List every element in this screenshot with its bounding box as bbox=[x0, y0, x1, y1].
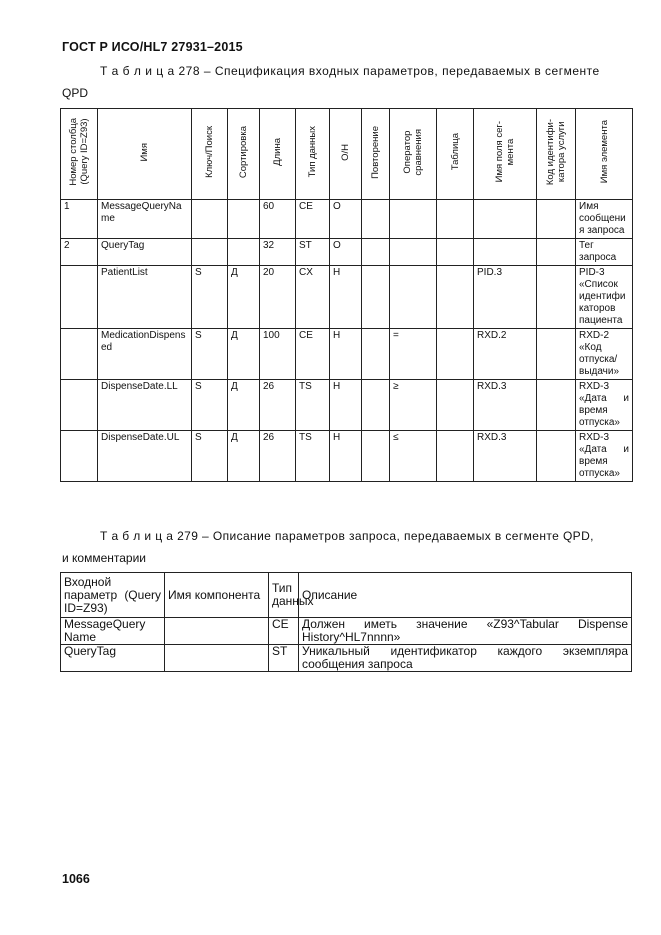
cell-segment-field: PID.3 bbox=[474, 266, 537, 329]
cell-name: PatientList bbox=[98, 266, 192, 329]
cell-table bbox=[437, 329, 474, 380]
cell-repeat bbox=[362, 239, 390, 266]
cell-sort: Д bbox=[228, 266, 260, 329]
col-header-service-code: Код идентифи- катора услуги bbox=[537, 109, 576, 200]
cell-service-code bbox=[537, 239, 576, 266]
cell-length: 26 bbox=[260, 431, 296, 482]
cell-length: 60 bbox=[260, 200, 296, 239]
cell-length: 26 bbox=[260, 380, 296, 431]
col-header-operator: Оператор сравнения bbox=[390, 109, 437, 200]
cell-type: TS bbox=[296, 380, 330, 431]
cell-element-name: RXD-2 «Код отпуска/выдачи» bbox=[576, 329, 633, 380]
cell-optionality: O bbox=[330, 200, 362, 239]
table-row bbox=[61, 645, 632, 672]
cell-number: 1 bbox=[61, 200, 98, 239]
cell-element-name: Имя сообщения запроса bbox=[576, 200, 633, 239]
col-header-table: Таблица bbox=[437, 109, 474, 200]
cell-name: MessageQueryName bbox=[98, 200, 192, 239]
cell-name: QueryTag bbox=[98, 239, 192, 266]
cell-input-param: QueryTag bbox=[61, 645, 165, 672]
cell-key: S bbox=[192, 329, 228, 380]
cell-number: 2 bbox=[61, 239, 98, 266]
cell-service-code bbox=[537, 431, 576, 482]
cell-operator bbox=[390, 239, 437, 266]
table-row bbox=[61, 329, 633, 380]
table-row bbox=[61, 239, 633, 266]
cell-repeat bbox=[362, 266, 390, 329]
cell-key bbox=[192, 239, 228, 266]
cell-description: Должен иметь значение «Z93^Tabular Dispense History^HL7nnnn» bbox=[299, 618, 632, 645]
cell-name: DispenseDate.UL bbox=[98, 431, 192, 482]
table-header-row bbox=[61, 109, 633, 200]
cell-number bbox=[61, 431, 98, 482]
cell-type: CE bbox=[296, 200, 330, 239]
cell-element-name: PID-3 «Список идентификаторов пациента bbox=[576, 266, 633, 329]
col-header-optionality: О/Н bbox=[330, 109, 362, 200]
cell-segment-field: RXD.3 bbox=[474, 380, 537, 431]
cell-operator bbox=[390, 266, 437, 329]
col-header-component: Имя компонента bbox=[165, 573, 269, 618]
cell-segment-field bbox=[474, 239, 537, 266]
col-header-length: Длина bbox=[260, 109, 296, 200]
cell-type: TS bbox=[296, 431, 330, 482]
cell-description: Уникальный идентификатор каждого экземпляра сообщения запроса bbox=[299, 645, 632, 672]
cell-optionality: Н bbox=[330, 329, 362, 380]
cell-sort: Д bbox=[228, 431, 260, 482]
cell-input-param: MessageQuery Name bbox=[61, 618, 165, 645]
table-row bbox=[61, 618, 632, 645]
cell-segment-field: RXD.2 bbox=[474, 329, 537, 380]
cell-number bbox=[61, 266, 98, 329]
cell-operator: = bbox=[390, 329, 437, 380]
col-header-key: Ключ/Поиск bbox=[192, 109, 228, 200]
cell-length: 20 bbox=[260, 266, 296, 329]
cell-data-type: ST bbox=[269, 645, 299, 672]
col-header-repeat: Повторение bbox=[362, 109, 390, 200]
col-header-input-param: Входной параметр (Query ID=Z93) bbox=[61, 573, 165, 618]
table-row bbox=[61, 380, 633, 431]
cell-sort: Д bbox=[228, 380, 260, 431]
page-number: 1066 bbox=[62, 872, 90, 886]
cell-element-name: Тег запроса bbox=[576, 239, 633, 266]
cell-key bbox=[192, 200, 228, 239]
cell-length: 100 bbox=[260, 329, 296, 380]
cell-segment-field: RXD.3 bbox=[474, 431, 537, 482]
cell-operator: ≥ bbox=[390, 380, 437, 431]
table-row bbox=[61, 431, 633, 482]
cell-length: 32 bbox=[260, 239, 296, 266]
cell-component bbox=[165, 618, 269, 645]
cell-segment-field bbox=[474, 200, 537, 239]
cell-table bbox=[437, 200, 474, 239]
cell-table bbox=[437, 380, 474, 431]
cell-service-code bbox=[537, 380, 576, 431]
col-header-data-type: Тип данных bbox=[269, 573, 299, 618]
cell-number bbox=[61, 380, 98, 431]
cell-repeat bbox=[362, 200, 390, 239]
cell-service-code bbox=[537, 266, 576, 329]
cell-repeat bbox=[362, 431, 390, 482]
cell-operator bbox=[390, 200, 437, 239]
col-header-name: Имя bbox=[98, 109, 192, 200]
cell-table bbox=[437, 431, 474, 482]
cell-sort: Д bbox=[228, 329, 260, 380]
col-header-segment-field: Имя поля сег- мента bbox=[474, 109, 537, 200]
col-header-sort: Сортировка bbox=[228, 109, 260, 200]
cell-key: S bbox=[192, 266, 228, 329]
table-279-caption-cont: и комментарии bbox=[62, 551, 147, 565]
cell-sort bbox=[228, 200, 260, 239]
cell-optionality: Н bbox=[330, 380, 362, 431]
cell-sort bbox=[228, 239, 260, 266]
cell-element-name: RXD-3 «Дата и время отпуска» bbox=[576, 431, 633, 482]
cell-service-code bbox=[537, 329, 576, 380]
col-header-element-name: Имя элемента bbox=[576, 109, 633, 200]
cell-table bbox=[437, 266, 474, 329]
cell-component bbox=[165, 645, 269, 672]
table-row bbox=[61, 266, 633, 329]
cell-key: S bbox=[192, 380, 228, 431]
cell-repeat bbox=[362, 329, 390, 380]
col-header-number: Номер столбца (Query ID=Z93) bbox=[61, 109, 98, 200]
document-header: ГОСТ Р ИСО/HL7 27931–2015 bbox=[62, 40, 243, 54]
table-279-caption: Т а б л и ц а 279 – Описание параметров запроса, передаваемых в сегменте QPD, bbox=[100, 529, 594, 543]
cell-data-type: CE bbox=[269, 618, 299, 645]
cell-name: MedicationDispensed bbox=[98, 329, 192, 380]
table-278-caption: Т а б л и ц а 278 – Спецификация входных параметров, передаваемых в сегменте bbox=[100, 64, 600, 78]
cell-table bbox=[437, 239, 474, 266]
col-header-type: Тип данных bbox=[296, 109, 330, 200]
cell-repeat bbox=[362, 380, 390, 431]
table-header-row bbox=[61, 573, 632, 618]
cell-number bbox=[61, 329, 98, 380]
cell-optionality: Н bbox=[330, 266, 362, 329]
cell-operator: ≤ bbox=[390, 431, 437, 482]
table-278-caption-cont: QPD bbox=[62, 86, 89, 100]
input-parameters-table bbox=[60, 108, 633, 482]
cell-optionality: Н bbox=[330, 431, 362, 482]
cell-type: CE bbox=[296, 329, 330, 380]
cell-element-name: RXD-3 «Дата и время отпуска» bbox=[576, 380, 633, 431]
table-row bbox=[61, 200, 633, 239]
cell-type: CX bbox=[296, 266, 330, 329]
cell-key: S bbox=[192, 431, 228, 482]
query-parameters-table bbox=[60, 572, 632, 672]
cell-optionality: O bbox=[330, 239, 362, 266]
cell-type: ST bbox=[296, 239, 330, 266]
col-header-description: Описание bbox=[299, 573, 632, 618]
cell-service-code bbox=[537, 200, 576, 239]
cell-name: DispenseDate.LL bbox=[98, 380, 192, 431]
